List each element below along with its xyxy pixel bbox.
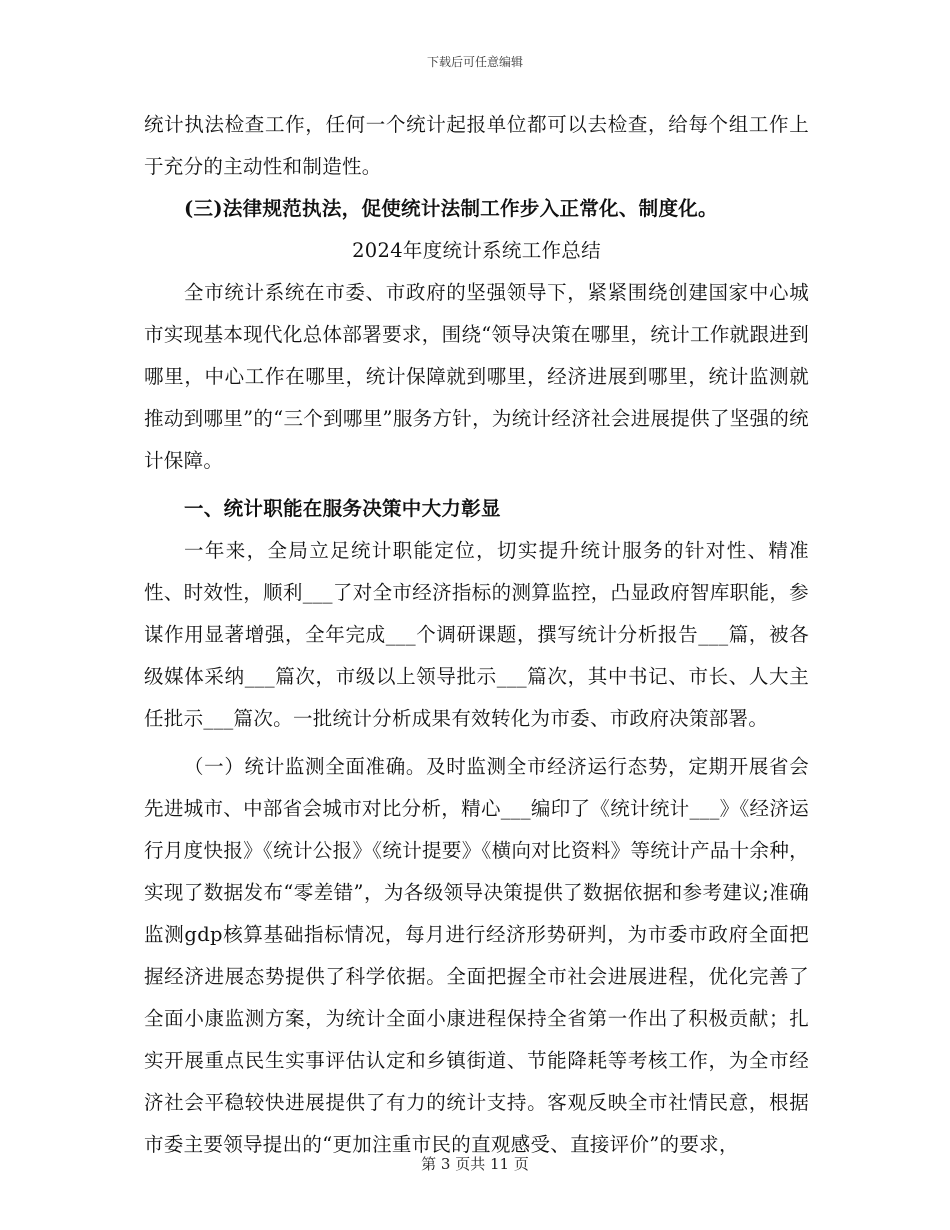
document-title: 2024年度统计系统工作总结 [352,239,601,262]
section-heading-three: (三)法律规范执法，促使统计法制工作步入正常化、制度化。 [184,197,718,220]
page-header: 下载后可任意编辑 [426,55,523,69]
page-footer: 第 3 页共 11 页 [421,1155,529,1173]
document-body [144,104,809,1166]
body-paragraph: 一年来，全局立足统计职能定位，切实提升统计服务的针对性、精准性、时效性，顺利___了对全市经济指标的测算监控，凸显政府智库职能，参谋作用显著增强，全年完成___个调研课题，撰写统计分析报告___篇，被各级媒体采纳___篇次，市级以上领导批示___篇次，其中书记、市长、人大主任批示___篇次。一批统计分析成果有效转化为市委、市政府决策部署。 [144,539,809,730]
intro-paragraph: 全市统计系统在市委、市政府的坚强领导下，紧紧围绕创建国家中心城市实现基本现代化总体部署要求，围绕“领导决策在哪里，统计工作就跟进到哪里，中心工作在哪里，统计保障就到哪里，经济进展到哪里，统计监测就推动到哪里”的“三个到哪里”服务方针，为统计经济社会进展提供了坚强的统计保障。 [144,281,809,472]
subsection-paragraph: （一）统计监测全面准确。及时监测全市经济运行态势，定期开展省会先进城市、中部省会城市对比分析，精心___编印了《统计统计___》《经济运行月度快报》《统计公报》《统计提要》《横向对比资料》等统计产品十余种，实现了数据发布“零差错”，为各级领导决策提供了数据依据和参考建议;准确监测gdp核算基础指标情况，每月进行经济形势研判，为市委市政府全面把握经济进展态势提供了科学依据。全面把握全市社会进展进程，优化完善了全面小康监测方案，为统计全面小康进程保持全省第一作出了积极贡献；扎实开展重点民生实事评估认定和乡镇街道、节能降耗等考核工作，为全市经济社会平稳较快进展提供了有力的统计支持。客观反映全市社情民意，根据市委主要领导提出的“更加注重市民的直观感受、直接评价”的要求， [144,755,809,1156]
paragraph-continuation: 统计执法检查工作，任何一个统计起报单位都可以去检查，给每个组工作上于充分的主动性和制造性。 [144,113,809,178]
section-heading-one: 一、统计职能在服务决策中大力彰显 [184,497,501,520]
